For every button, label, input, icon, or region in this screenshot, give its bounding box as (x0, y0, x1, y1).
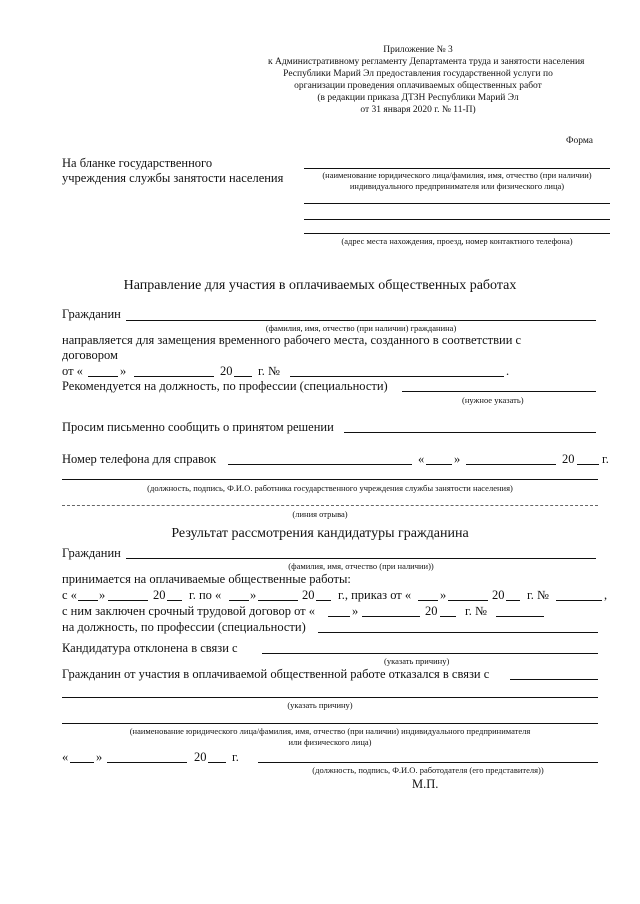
final-day-line[interactable] (70, 762, 94, 763)
order-comma: , (604, 588, 608, 602)
order-day-line[interactable] (418, 600, 438, 601)
header-line-6: от 31 января 2020 г. № 11-П) (360, 105, 476, 115)
position-label: на должность, по профессии (специальности) (62, 620, 306, 634)
sent-text-1: направляется для замещения временного рабочего места, созданного в соответствии с (62, 333, 522, 347)
caption-addressee-name-1: (наименование юридического лица/фамилия, имя, отчество (при наличии) (322, 170, 592, 180)
addressee-line-2[interactable] (304, 203, 610, 204)
signature-line[interactable] (62, 479, 598, 480)
final-month-line[interactable] (107, 762, 187, 763)
final-quote-open: « (62, 750, 69, 764)
contract-q: » (352, 604, 359, 618)
employer-signature-line[interactable] (258, 762, 598, 763)
caption-result-fio: (фамилия, имя, отчество (при наличии)) (288, 561, 434, 571)
result-citizen-name-line[interactable] (126, 558, 596, 559)
phone-g: г. (602, 452, 609, 466)
date-month-line[interactable] (134, 376, 214, 377)
caption-reason-2: (указать причину) (287, 700, 353, 710)
caption-addressee-name-2: индивидуального предпринимателя или физического лица) (349, 181, 565, 191)
result-title: Результат рассмотрения кандидатуры гражданина (171, 526, 469, 541)
from-c: с « (62, 588, 77, 602)
tear-caption: (линия отрыва) (292, 509, 348, 519)
result-citizen-label: Гражданин (62, 546, 121, 560)
start-q: » (99, 588, 106, 602)
phone-number-line[interactable] (228, 464, 412, 465)
g-po: г. по « (189, 588, 222, 602)
contract-y20: 20 (425, 604, 438, 618)
end-month-line[interactable] (258, 600, 298, 601)
addressee-address-line[interactable] (304, 233, 610, 234)
date-day-line[interactable] (88, 376, 118, 377)
year-suffix-no: г. № (258, 364, 280, 378)
header-line-3: Республики Марий Эл предоставления государственной услуги по (283, 69, 553, 79)
start-month-line[interactable] (108, 600, 148, 601)
final-year-prefix: 20 (194, 750, 207, 764)
tear-line (62, 505, 598, 506)
refused-reason-line-1[interactable] (510, 679, 598, 680)
start-year-line[interactable] (167, 600, 182, 601)
rejected-label: Кандидатура отклонена в связи с (62, 641, 238, 655)
addressee-name-line[interactable] (304, 168, 610, 169)
quote-close: » (120, 364, 127, 378)
blank-line-1: На бланке государственного (62, 156, 213, 170)
refused-reason-line-2[interactable] (62, 697, 598, 698)
referral-title: Направление для участия в оплачиваемых общественных работах (123, 278, 517, 293)
final-quote-close: » (96, 750, 103, 764)
caption-signature: (должность, подпись, Ф.И.О. работника государственного учреждения службы занятости населения) (147, 483, 513, 493)
end-year-line[interactable] (316, 600, 331, 601)
stamp-place-mp: М.П. (412, 777, 439, 791)
caption-citizen-name: (фамилия, имя, отчество (при наличии) гражданина) (265, 323, 457, 333)
citizen-label: Гражданин (62, 307, 121, 321)
header-line-2: к Административному регламенту Департамента труда и занятости населения (268, 57, 585, 67)
order-y20: 20 (492, 588, 505, 602)
caption-org-2: или физического лица) (288, 737, 372, 747)
contract-number-line[interactable] (290, 376, 504, 377)
header-line-4: организации проведения оплачиваемых общественных работ (294, 81, 542, 91)
please-inform-label: Просим письменно сообщить о принятом решении (62, 420, 334, 434)
org-name-line[interactable] (62, 723, 598, 724)
caption-address: (адрес места нахождения, проезд, номер контактного телефона) (341, 236, 573, 246)
contract-year-line[interactable] (440, 616, 456, 617)
accepted-label: принимается на оплачиваемые общественные работы: (62, 572, 351, 586)
end-y20: 20 (302, 588, 315, 602)
from-label: от « (62, 364, 83, 378)
phone-year-line[interactable] (577, 464, 599, 465)
appendix-number: Приложение № 3 (383, 45, 453, 55)
phone-label: Номер телефона для справок (62, 452, 217, 466)
phone-quote-open: « (418, 452, 425, 466)
date-year-line[interactable] (234, 376, 252, 377)
caption-reason: (указать причину) (384, 656, 450, 666)
final-g: г. (232, 750, 239, 764)
position-line[interactable] (318, 632, 598, 633)
phone-quote-close: » (454, 452, 461, 466)
caption-employer: (должность, подпись, Ф.И.О. работодателя (его представителя)) (312, 765, 544, 775)
order-month-line[interactable] (448, 600, 488, 601)
end-day-line[interactable] (229, 600, 249, 601)
blank-line-2: учреждения службы занятости населения (62, 171, 284, 185)
contract-g-no: г. № (465, 604, 487, 618)
order-q: » (440, 588, 447, 602)
contract-number-line[interactable] (496, 616, 544, 617)
recommended-label: Рекомендуется на должность, по профессии (специальности) (62, 379, 388, 393)
order-g-no: г. № (527, 588, 549, 602)
contract-month-line[interactable] (362, 616, 420, 617)
phone-day-line[interactable] (426, 464, 452, 465)
citizen-name-line[interactable] (126, 320, 596, 321)
period-dot: . (506, 364, 510, 378)
start-day-line[interactable] (78, 600, 98, 601)
forma-label: Форма (566, 136, 594, 146)
year-prefix: 20 (220, 364, 233, 378)
decision-line[interactable] (344, 432, 596, 433)
order-number-line[interactable] (556, 600, 602, 601)
final-year-line[interactable] (208, 762, 226, 763)
header-line-5: (в редакции приказа ДТЗН Республики Марий Эл (317, 93, 519, 103)
caption-org-1: (наименование юридического лица/фамилия, имя, отчество (при наличии) индивидуального предпринимателя (129, 726, 531, 736)
caption-needed: (нужное указать) (462, 395, 524, 405)
phone-month-line[interactable] (466, 464, 556, 465)
phone-year-prefix: 20 (562, 452, 575, 466)
addressee-line-3[interactable] (304, 219, 610, 220)
start-y20: 20 (153, 588, 166, 602)
contract-day-line[interactable] (328, 616, 350, 617)
g-order: г., приказ от « (338, 588, 412, 602)
order-year-line[interactable] (506, 600, 520, 601)
sent-text-2: договором (62, 348, 118, 362)
end-q: » (250, 588, 257, 602)
contract-label: с ним заключен срочный трудовой договор от « (62, 604, 316, 618)
rejected-reason-line[interactable] (262, 653, 598, 654)
recommended-position-line[interactable] (402, 391, 596, 392)
refused-label: Гражданин от участия в оплачиваемой общественной работе отказался в связи с (62, 667, 490, 681)
